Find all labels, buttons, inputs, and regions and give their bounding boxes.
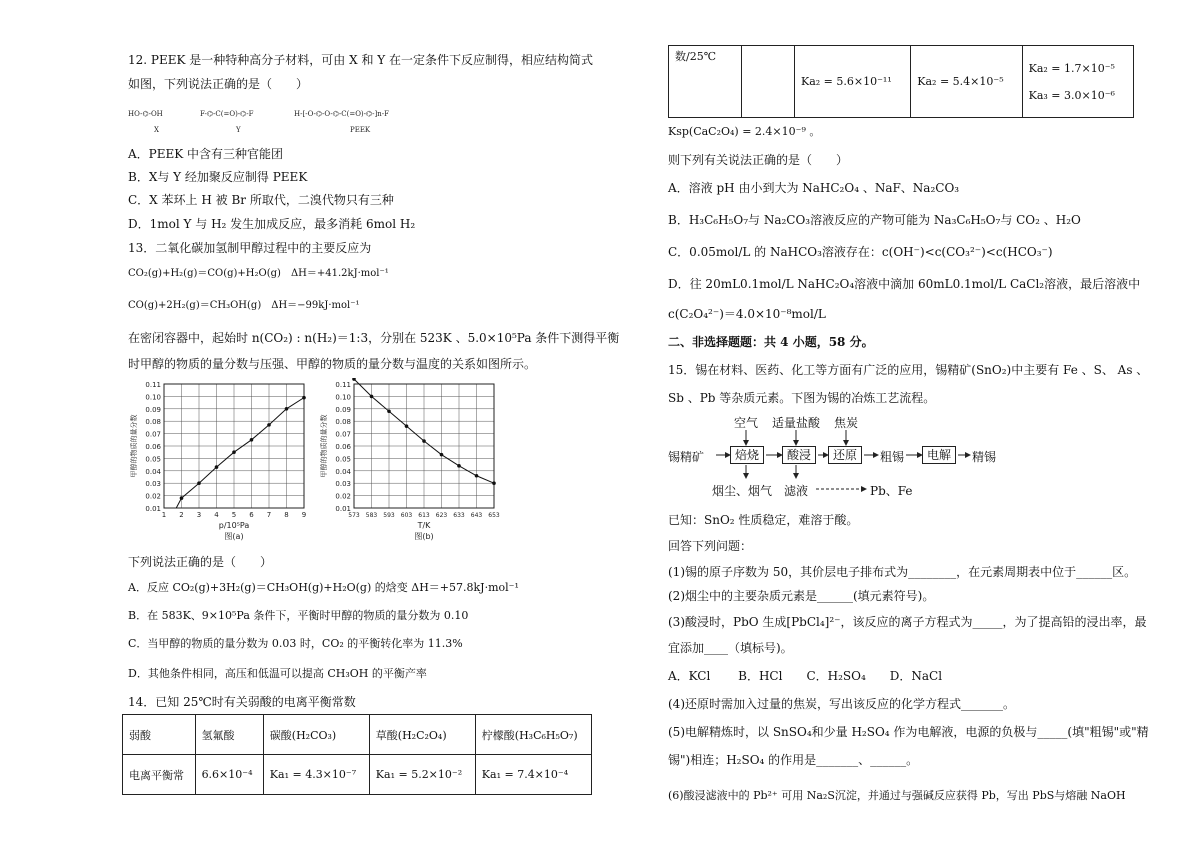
data-point (302, 396, 306, 400)
ksp-text: Ksp(CaC₂O₄) = 2.4×10⁻⁹ 。 (668, 125, 821, 138)
flow-out-pbfe: Pb、Fe (870, 484, 913, 498)
q13-equation-1: CO₂(g)+H₂(g)＝CO(g)+H₂O(g) ΔH＝+41.2kJ·mol⁻¹ (128, 268, 389, 279)
data-point (387, 409, 391, 413)
q13-desc-line2: 时甲醇的物质的量分数与压强、甲醇的物质的量分数与温度的关系如图所示。 (128, 357, 537, 371)
q12-stem-line1: 12. PEEK 是一种特种高分子材料，可由 X 和 Y 在一定条件下反应制得，相应结构简式 (128, 53, 593, 67)
x-tick-label: 5 (231, 511, 237, 519)
flow-crude: 粗锡 (880, 450, 905, 464)
table-cell: Ka₁ = 7.4×10⁻⁴ (475, 755, 591, 795)
molecule-x-label: X (154, 126, 159, 134)
flow-ore: 锡精矿 (668, 450, 705, 464)
data-point (440, 453, 444, 457)
x-tick-label: 593 (383, 512, 395, 519)
table-cell: Ka₁ = 4.3×10⁻⁷ (263, 755, 369, 795)
x-tick-label: 623 (435, 512, 448, 519)
y-tick-label: 0.06 (335, 443, 351, 451)
table-cell-line: Ka₂ = 1.7×10⁻⁵ (1028, 61, 1115, 75)
x-tick-label: 6 (249, 511, 254, 519)
y-tick-label: 0.04 (145, 467, 161, 476)
q13-option-c: C．当甲醇的物质的量分数为 0.03 时，CO₂ 的平衡转化率为 11.3% (128, 637, 463, 650)
x-tick-label: 603 (400, 512, 413, 519)
table-cell (1022, 46, 1133, 118)
x-axis-label: p/10⁵Pa (218, 521, 250, 530)
q15-stem-line2: Sb 、Pb 等杂质元素。下图为锡的冶炼工艺流程。 (668, 391, 936, 405)
q14-table-bottom (668, 45, 1134, 118)
y-tick-label: 0.09 (145, 405, 161, 414)
table-row (669, 46, 1134, 118)
q14-option-a: A．溶液 pH 由小到大为 NaHC₂O₄ 、NaF、Na₂CO₃ (668, 181, 960, 195)
flow-out-filtrate: 滤液 (784, 484, 809, 498)
q15-sub5-line1: (5)电解精炼时，以 SnSO₄和少量 H₂SO₄ 作为电解液，电源的负极与_____(填"粗锡"或"精 (668, 725, 1149, 739)
chart-caption: 图(b) (414, 532, 434, 541)
section-heading: 二、非选择题题：共 4 小题，58 分。 (668, 335, 874, 349)
data-point (475, 474, 479, 478)
q13-prompt: 下列说法正确的是（ ） (128, 555, 273, 569)
table-row (123, 755, 592, 795)
q15-sub3-line2: 宜添加____（填标号)。 (668, 641, 793, 655)
table-header-row (123, 715, 592, 755)
table-cell-line: Ka₃ = 3.0×10⁻⁶ (1028, 88, 1115, 102)
y-tick-label: 0.01 (335, 505, 351, 513)
q14-stem: 14．已知 25℃时有关弱酸的电离平衡常数 (128, 695, 356, 709)
x-tick-label: 8 (284, 511, 289, 519)
q12-stem-line2: 如图，下列说法正确的是（ ） (128, 77, 309, 91)
y-tick-label: 0.04 (335, 467, 351, 476)
y-tick-label: 0.07 (335, 430, 351, 439)
table-cell: 电离平衡常 (123, 755, 196, 795)
q15-sub3-line1: (3)酸浸时，PbO 生成[PbCl₄]²⁻，该反应的离子方程式为_____，为了提高铅的浸出率，最 (668, 615, 1147, 629)
y-tick-label: 0.08 (335, 418, 351, 427)
q15-sub5-line2: 锡")相连；H₂SO₄ 的作用是_______、______。 (668, 753, 919, 767)
x-tick-label: 653 (488, 512, 500, 519)
x-tick-label: 643 (470, 512, 483, 519)
q12-option-a: A．PEEK 中含有三种官能团 (128, 147, 284, 161)
data-point (422, 439, 426, 443)
q15-stem-line1: 15．锡在材料、医药、化工等方面有广泛的应用，锡精矿(SnO₂)中主要有 Fe 、S、 As 、 (668, 363, 1149, 377)
series-line (176, 398, 304, 508)
chart-caption: 图(a) (224, 532, 244, 541)
table-cell: Ka₂ = 5.6×10⁻¹¹ (795, 46, 911, 118)
y-tick-label: 0.11 (335, 381, 351, 389)
q15-sub6: (6)酸浸滤液中的 Pb²⁺ 可用 Na₂S沉淀，并通过与强碱反应获得 Pb，写出 PbS与熔融 NaOH (668, 789, 1126, 802)
flow-step-reduce: 还原 (828, 446, 862, 464)
q15-sub3-options: A．KCl B．HCl C．H₂SO₄ D．NaCl (668, 669, 943, 683)
y-tick-label: 0.09 (335, 405, 351, 414)
x-tick-label: 1 (161, 511, 167, 519)
data-point (285, 407, 289, 411)
table-cell: 6.6×10⁻⁴ (195, 755, 263, 795)
data-point (267, 423, 271, 427)
q12-option-b: B．X与 Y 经加聚反应制得 PEEK (128, 170, 308, 184)
table-header-cell: 柠檬酸(H₃C₆H₅O₇) (475, 715, 591, 755)
q12-option-c: C．X 苯环上 H 被 Br 所取代，二溴代物只有三种 (128, 193, 394, 207)
x-tick-label: 9 (301, 511, 307, 519)
q15-known: 已知：SnO₂ 性质稳定，难溶于酸。 (668, 513, 859, 527)
q12-option-d: D．1mol Y 与 H₂ 发生加成反应，最多消耗 6mol H₂ (128, 217, 416, 231)
flow-step-roast: 焙烧 (730, 446, 764, 464)
y-axis-label: 甲醇的物质的量分数 (130, 414, 138, 478)
table-cell (742, 46, 795, 118)
q15-sub2: (2)烟尘中的主要杂质元素是______(填元素符号)。 (668, 589, 935, 603)
q13-option-a: A．反应 CO₂(g)+3H₂(g)＝CH₃OH(g)+H₂O(g) 的焓变 ΔH＝+57.8kJ·mol⁻¹ (128, 581, 519, 594)
x-tick-label: 613 (418, 512, 430, 519)
x-tick-label: 3 (196, 511, 202, 519)
y-tick-label: 0.02 (335, 492, 351, 501)
chart-b (318, 378, 508, 548)
q14-option-c: C．0.05mol/L 的 NaHCO₃溶液存在：c(OH⁻)<c(CO₃²⁻)<c(HCO₃⁻) (668, 245, 1053, 259)
data-point (197, 481, 201, 485)
y-tick-label: 0.06 (145, 443, 161, 451)
x-tick-label: 4 (214, 511, 219, 519)
data-point (405, 424, 409, 428)
q13-option-d: D．其他条件相同，高压和低温可以提高 CH₃OH 的平衡产率 (128, 667, 427, 680)
data-point (457, 464, 461, 468)
y-tick-label: 0.10 (145, 393, 161, 402)
y-axis-label: 甲醇的物质的量分数 (320, 414, 328, 478)
y-tick-label: 0.08 (145, 418, 161, 427)
x-tick-label: 583 (365, 512, 378, 519)
table-header-cell: 草酸(H₂C₂O₄) (369, 715, 475, 755)
flow-input-coke: 焦炭 (834, 416, 859, 430)
y-tick-label: 0.07 (145, 430, 161, 439)
flow-step-leach: 酸浸 (782, 446, 816, 464)
table-cell: Ka₂ = 5.4×10⁻⁵ (911, 46, 1022, 118)
molecule-y-label: Y (236, 126, 241, 134)
flow-step-electro: 电解 (922, 446, 956, 464)
data-point (215, 465, 219, 469)
y-tick-label: 0.05 (335, 455, 351, 464)
x-tick-label: 2 (179, 511, 184, 519)
data-point (370, 395, 374, 399)
x-tick-label: 633 (453, 512, 465, 519)
q14-table-top (122, 714, 592, 795)
data-point (492, 481, 496, 485)
chart-a (128, 378, 318, 548)
table-cell: Ka₁ = 5.2×10⁻² (369, 755, 475, 795)
q14-option-b: B．H₃C₆H₅O₇与 Na₂CO₃溶液反应的产物可能为 Na₃C₆H₅O₇与 CO₂ 、H₂O (668, 213, 1081, 227)
flow-refined: 精锡 (972, 450, 997, 464)
molecule-peek: H-[-O-⌬-O-⌬-C(=O)-⌬-]n-F (294, 110, 389, 118)
y-tick-label: 0.03 (335, 480, 351, 489)
q14-option-d: D．往 20mL0.1mol/L NaHC₂O₄溶液中滴加 60mL0.1mol/L CaCl₂溶液，最后溶液中 (668, 277, 1141, 291)
data-point (250, 438, 254, 442)
q14-prompt: 则下列有关说法正确的是（ ） (668, 153, 849, 167)
y-tick-label: 0.02 (145, 492, 161, 501)
y-tick-label: 0.03 (145, 480, 161, 489)
y-tick-label: 0.10 (335, 393, 351, 402)
q13-equation-2: CO(g)+2H₂(g)＝CH₃OH(g) ΔH＝−99kJ·mol⁻¹ (128, 300, 360, 311)
data-point (180, 496, 184, 500)
y-tick-label: 0.01 (145, 505, 161, 513)
y-tick-label: 0.11 (145, 381, 161, 389)
process-flow-diagram (668, 412, 1138, 500)
flow-input-air: 空气 (734, 416, 759, 430)
x-tick-label: 573 (348, 512, 360, 519)
table-header-cell: 氢氟酸 (195, 715, 263, 755)
molecule-y: F-⌬-C(=O)-⌬-F (200, 110, 254, 118)
q13-desc-line1: 在密闭容器中，起始时 n(CO₂) : n(H₂)＝1:3，分别在 523K 、5.0×10⁵Pa 条件下测得平衡 (128, 331, 620, 345)
data-point (232, 450, 236, 454)
q15-answer-prompt: 回答下列问题： (668, 539, 753, 553)
flow-out-dust: 烟尘、烟气 (712, 484, 773, 498)
x-tick-label: 7 (266, 511, 272, 519)
x-axis-label: T/K (417, 521, 431, 530)
table-header-cell: 弱酸 (123, 715, 196, 755)
q15-sub1: (1)锡的原子序数为 50，其价层电子排布式为________，在元素周期表中位于______区。 (668, 565, 1137, 579)
y-tick-label: 0.05 (145, 455, 161, 464)
q13-stem: 13．二氧化碳加氢制甲醇过程中的主要反应为 (128, 241, 372, 255)
molecule-peek-label: PEEK (350, 126, 371, 134)
flow-input-acid: 适量盐酸 (772, 416, 821, 430)
q15-sub4: (4)还原时需加入过量的焦炭，写出该反应的化学方程式_______。 (668, 697, 1016, 711)
table-header-cell: 碳酸(H₂CO₃) (263, 715, 369, 755)
q14-option-d-cont: c(C₂O₄²⁻)＝4.0×10⁻⁸mol/L (668, 307, 826, 321)
table-cell: 数/25℃ (669, 46, 742, 118)
q13-option-b: B．在 583K、9×10⁵Pa 条件下，平衡时甲醇的物质的量分数为 0.10 (128, 609, 469, 622)
molecule-x: HO-⌬-OH (128, 110, 163, 118)
